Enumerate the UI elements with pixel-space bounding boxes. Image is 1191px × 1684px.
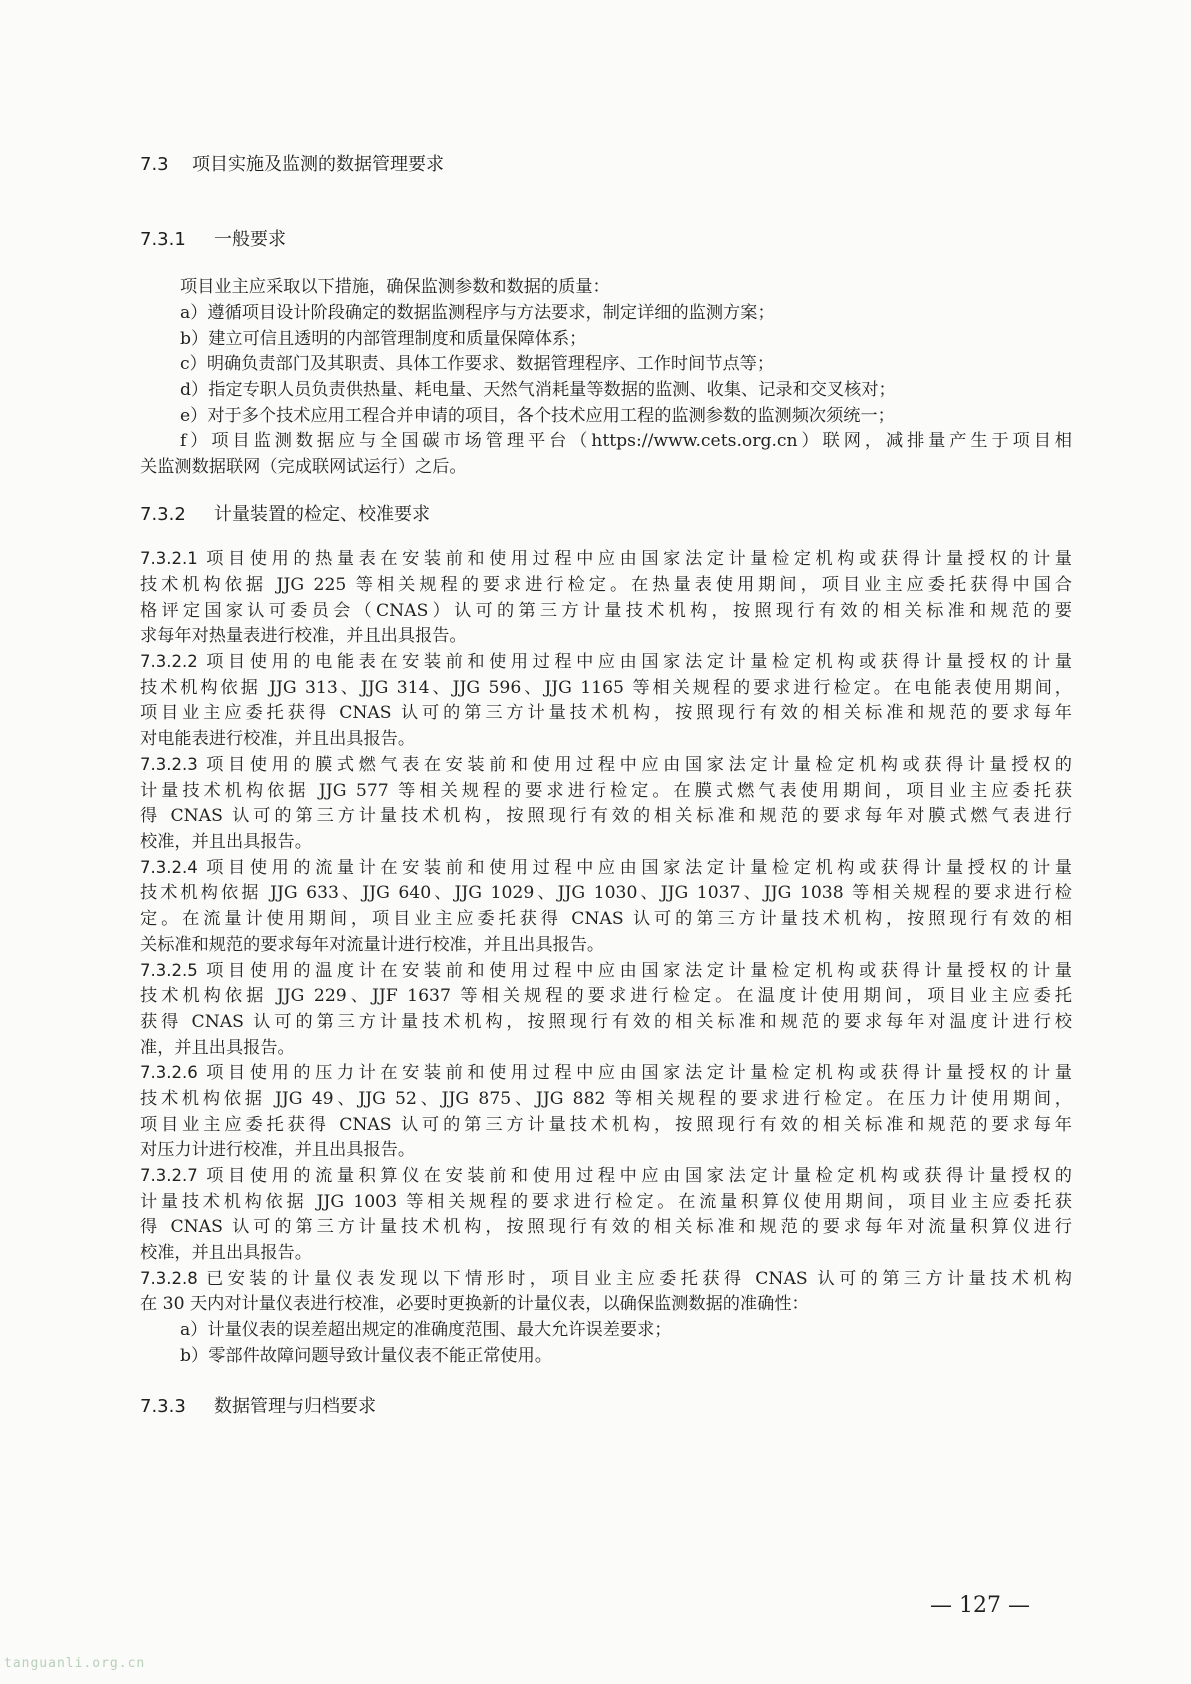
clause-line: 7.3.2.2 项目使用的电能表在安装前和使用过程中应由国家法定计量检定机构或获得计量授权的计量 <box>140 652 1072 672</box>
clause-line: 在 30 天内对计量仪表进行校准，必要时更换新的计量仪表，以确保监测数据的准确性： <box>140 1294 809 1314</box>
clause-number: 7.3.2.2 <box>140 652 198 671</box>
clause-line: 校准，并且出具报告。 <box>140 1243 312 1263</box>
clause-number: 7.3.2.6 <box>140 1063 198 1082</box>
subsection-heading-731 <box>140 225 286 251</box>
clause-number: 7.3.2.8 <box>140 1269 198 1288</box>
clause-line: 定。在流量计使用期间，项目业主应委托获得 CNAS 认可的第三方计量技术机构，按照现行有效的相 <box>140 909 1072 929</box>
clause-line: 7.3.2.3 项目使用的膜式燃气表在安装前和使用过程中应由国家法定计量检定机构或获得计量授权的 <box>140 755 1072 775</box>
clause-line: 关标准和规范的要求每年对流量计进行校准，并且出具报告。 <box>140 935 605 955</box>
clause-line: 准，并且出具报告。 <box>140 1038 295 1058</box>
list-item: a）计量仪表的误差超出规定的准确度范围、最大允许误差要求； <box>180 1320 672 1340</box>
clause-number: 7.3.2.3 <box>140 755 198 774</box>
paragraph-line: 项目业主应采取以下措施，确保监测参数和数据的质量： <box>180 277 610 297</box>
list-item-continuation: 关监测数据联网（完成联网试运行）之后。 <box>140 457 467 477</box>
list-item: c）明确负责部门及其职责、具体工作要求、数据管理程序、工作时间节点等； <box>180 354 775 374</box>
section-heading <box>140 150 444 176</box>
list-item: d）指定专职人员负责供热量、耗电量、天然气消耗量等数据的监测、收集、记录和交叉核对； <box>180 380 896 400</box>
subsection-number: 7.3.3 <box>140 1396 186 1417</box>
clause-line: 计量技术机构依据 JJG 577 等相关规程的要求进行检定。在膜式燃气表使用期间，项目业主应委托获 <box>140 781 1072 801</box>
list-item: a）遵循项目设计阶段确定的数据监测程序与方法要求，制定详细的监测方案； <box>180 303 775 323</box>
clause-line: 对电能表进行校准，并且出具报告。 <box>140 729 416 749</box>
clause-number: 7.3.2.1 <box>140 549 198 568</box>
clause-line: 7.3.2.4 项目使用的流量计在安装前和使用过程中应由国家法定计量检定机构或获得计量授权的计量 <box>140 858 1072 878</box>
section-title: 项目实施及监测的数据管理要求 <box>192 154 444 175</box>
clause-line: 获得 CNAS 认可的第三方计量技术机构，按照现行有效的相关标准和规范的要求每年对温度计进行校 <box>140 1012 1072 1032</box>
subsection-title: 一般要求 <box>214 229 286 250</box>
clause-line: 格评定国家认可委员会（CNAS）认可的第三方计量技术机构，按照现行有效的相关标准和规范的要 <box>140 601 1072 621</box>
clause-line: 7.3.2.8 已安装的计量仪表发现以下情形时，项目业主应委托获得 CNAS 认可的第三方计量技术机构 <box>140 1269 1072 1289</box>
clause-line: 计量技术机构依据 JJG 1003 等相关规程的要求进行检定。在流量积算仪使用期间，项目业主应委托获 <box>140 1192 1072 1212</box>
clause-number: 7.3.2.5 <box>140 961 198 980</box>
clause-line: 7.3.2.5 项目使用的温度计在安装前和使用过程中应由国家法定计量检定机构或获得计量授权的计量 <box>140 961 1072 981</box>
clause-line: 技术机构依据 JJG 49、JJG 52、JJG 875、JJG 882 等相关规程的要求进行检定。在压力计使用期间， <box>140 1089 1072 1109</box>
clause-line: 7.3.2.1 项目使用的热量表在安装前和使用过程中应由国家法定计量检定机构或获得计量授权的计量 <box>140 549 1072 569</box>
clause-line: 技术机构依据 JJG 229、JJF 1637 等相关规程的要求进行检定。在温度计使用期间，项目业主应委托 <box>140 986 1072 1006</box>
subsection-number: 7.3.1 <box>140 229 186 250</box>
page-number: — 127 — <box>930 1593 1030 1618</box>
subsection-heading-733 <box>140 1392 376 1418</box>
clause-line: 项目业主应委托获得 CNAS 认可的第三方计量技术机构，按照现行有效的相关标准和规范的要求每年 <box>140 1115 1072 1135</box>
list-item: f）项目监测数据应与全国碳市场管理平台（https://www.cets.org.cn）联网，减排量产生于项目相 <box>180 431 1072 451</box>
clause-line: 得 CNAS 认可的第三方计量技术机构，按照现行有效的相关标准和规范的要求每年对流量积算仪进行 <box>140 1217 1072 1237</box>
subsection-title: 数据管理与归档要求 <box>214 1396 376 1417</box>
section-number: 7.3 <box>140 154 169 175</box>
list-item: b）建立可信且透明的内部管理制度和质量保障体系； <box>180 329 587 349</box>
subsection-heading-732 <box>140 500 430 526</box>
clause-line: 项目业主应委托获得 CNAS 认可的第三方计量技术机构，按照现行有效的相关标准和规范的要求每年 <box>140 703 1072 723</box>
clause-number: 7.3.2.7 <box>140 1166 198 1185</box>
clause-line: 技术机构依据 JJG 633、JJG 640、JJG 1029、JJG 1030、JJG 1037、JJG 1038 等相关规程的要求进行检 <box>140 883 1072 903</box>
clause-line: 对压力计进行校准，并且出具报告。 <box>140 1140 416 1160</box>
list-item: b）零部件故障问题导致计量仪表不能正常使用。 <box>180 1346 552 1366</box>
clause-line: 7.3.2.7 项目使用的流量积算仪在安装前和使用过程中应由国家法定计量检定机构或获得计量授权的 <box>140 1166 1072 1186</box>
subsection-number: 7.3.2 <box>140 504 186 525</box>
clause-line: 技术机构依据 JJG 313、JJG 314、JJG 596、JJG 1165 等相关规程的要求进行检定。在电能表使用期间， <box>140 678 1072 698</box>
clause-number: 7.3.2.4 <box>140 858 198 877</box>
watermark-text: tanguanli.org.cn <box>4 1656 146 1671</box>
clause-line: 校准，并且出具报告。 <box>140 832 312 852</box>
clause-line: 技术机构依据 JJG 225 等相关规程的要求进行检定。在热量表使用期间，项目业主应委托获得中国合 <box>140 575 1072 595</box>
subsection-title: 计量装置的检定、校准要求 <box>214 504 430 525</box>
clause-line: 7.3.2.6 项目使用的压力计在安装前和使用过程中应由国家法定计量检定机构或获得计量授权的计量 <box>140 1063 1072 1083</box>
clause-line: 求每年对热量表进行校准，并且出具报告。 <box>140 626 467 646</box>
clause-line: 得 CNAS 认可的第三方计量技术机构，按照现行有效的相关标准和规范的要求每年对膜式燃气表进行 <box>140 806 1072 826</box>
list-item: e）对于多个技术应用工程合并申请的项目，各个技术应用工程的监测参数的监测频次须统一； <box>180 406 895 426</box>
